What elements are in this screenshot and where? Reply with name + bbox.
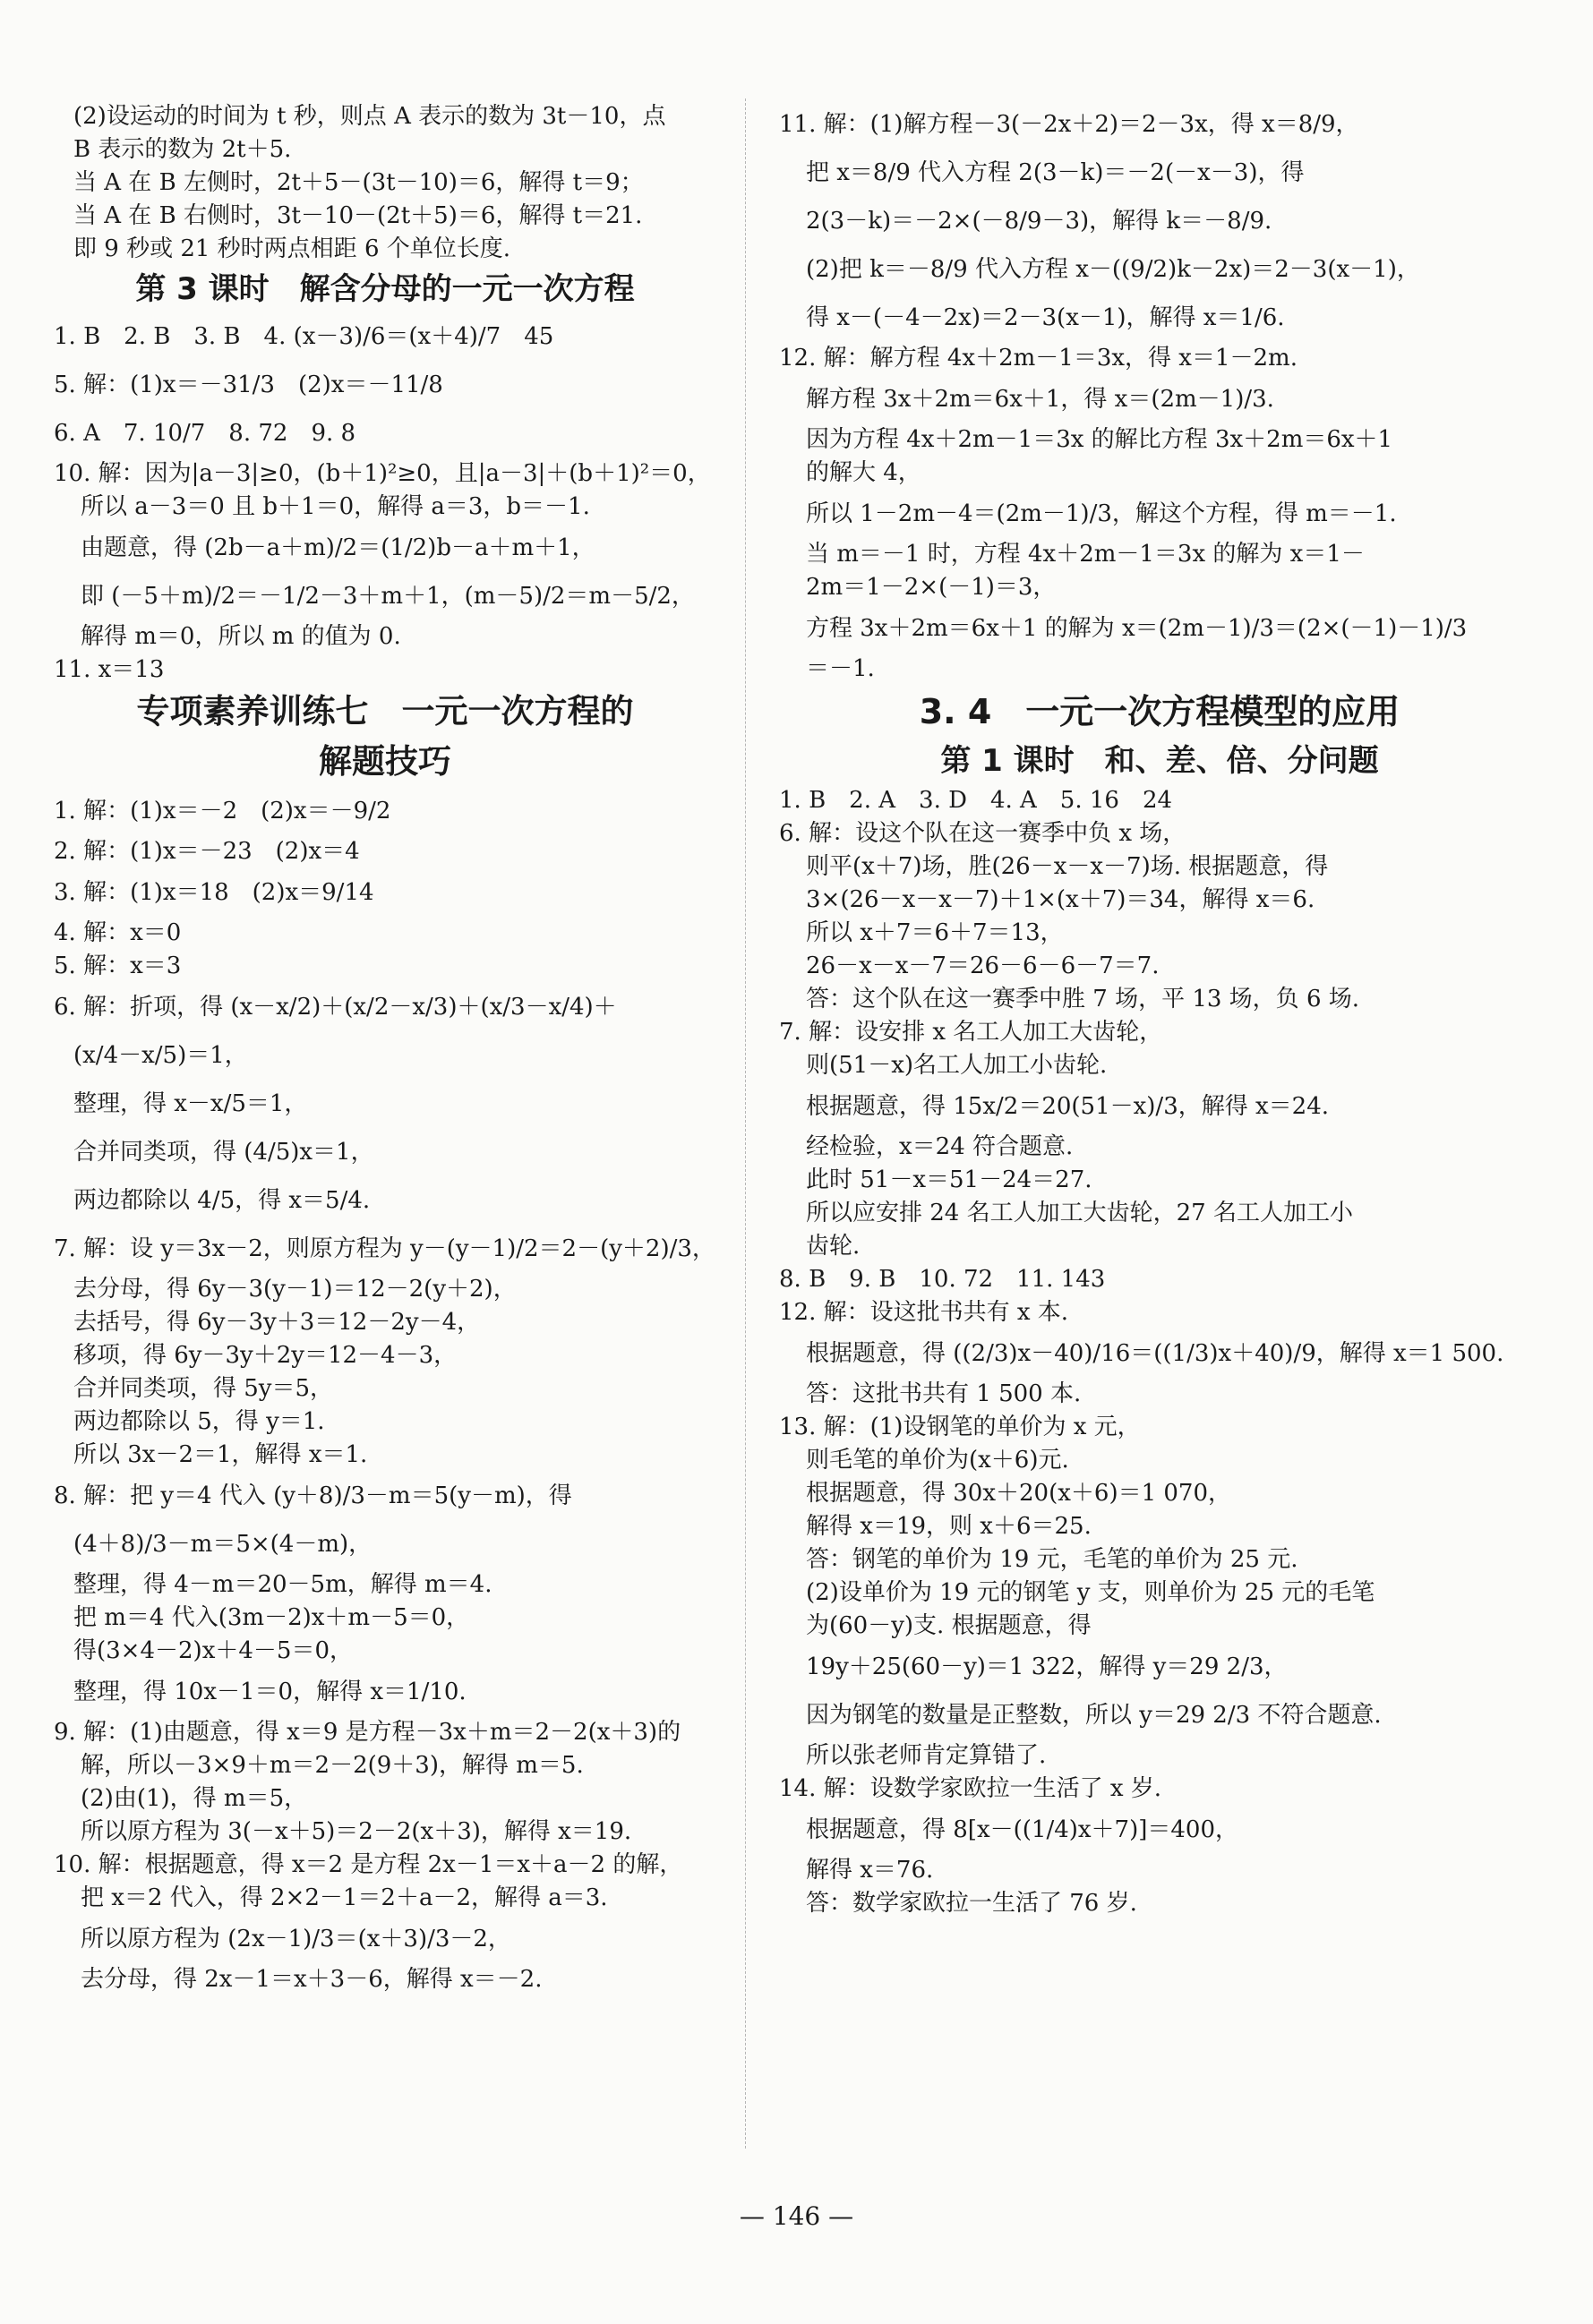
answer-line: 7. 解：设安排 x 名工人加工大齿轮， (779, 1019, 1163, 1046)
text-line: 当 A 在 B 左侧时，2t＋5－(3t－10)＝6，解得 t＝9； (73, 169, 644, 196)
answer-line: 4. 解：x＝0 (54, 919, 182, 946)
text-line: 整理，得 x－x/5＝1， (73, 1090, 308, 1117)
text-line: 所以 x＋7＝6＋7＝13， (806, 919, 1064, 946)
left-column (54, 100, 716, 1996)
text-line: 得 x－(－4－2x)＝2－3(x－1)，解得 x＝1/6. (806, 304, 1285, 331)
text-line: 齿轮. (806, 1233, 861, 1260)
text-line: 当 m＝－1 时，方程 4x＋2m－1＝3x 的解为 x＝1－ (806, 541, 1365, 568)
text-line: 所以张老师肯定算错了. (806, 1742, 1047, 1769)
text-line: 移项，得 6y－3y＋2y＝12－4－3， (73, 1342, 458, 1369)
answer-line: 6. 解：折项，得 (x－x/2)＋(x/2－x/3)＋(x/3－x/4)＋ (54, 994, 617, 1021)
text-line: 合并同类项，得 5y＝5， (73, 1375, 334, 1402)
text-line: 解得 m＝0，所以 m 的值为 0. (81, 623, 401, 650)
text-line: 则毛笔的单价为(x＋6)元. (806, 1447, 1069, 1474)
text-line: (2)设单价为 19 元的钢笔 y 支，则单价为 25 元的毛笔 (806, 1579, 1375, 1606)
text-line: 把 m＝4 代入(3m－2)x＋m－5＝0， (73, 1604, 470, 1631)
answer-line: 1. B 2. A 3. D 4. A 5. 16 24 (779, 787, 1173, 814)
text-line: 因为方程 4x＋2m－1＝3x 的解比方程 3x＋2m＝6x＋1 (806, 426, 1393, 453)
text-line: 根据题意，得 8[x－((1/4)x＋7)]＝400， (806, 1816, 1239, 1843)
section-heading: 3. 4 一元一次方程模型的应用 (919, 692, 1400, 731)
answer-line: 11. 解：(1)解方程－3(－2x＋2)＝2－3x，得 x＝8/9， (779, 111, 1359, 138)
text-line: 所以应安排 24 名工人加工大齿轮，27 名工人加工小 (806, 1200, 1353, 1226)
text-line: 解方程 3x＋2m＝6x＋1，得 x＝(2m－1)/3. (806, 386, 1274, 413)
text-line: 2m＝1－2×(－1)＝3， (806, 574, 1057, 601)
answer-line: 14. 解：设数学家欧拉一生活了 x 岁. (779, 1775, 1162, 1802)
section-heading: 解题技巧 (319, 742, 451, 781)
answer-line: 6. 解：设这个队在这一赛季中负 x 场， (779, 820, 1186, 847)
answer-line: 5. 解：(1)x＝－31/3 (2)x＝－11/8 (54, 372, 443, 398)
text-line: 答：这批书共有 1 500 本. (806, 1380, 1082, 1407)
text-line: 答：这个队在这一赛季中胜 7 场，平 13 场，负 6 场. (806, 986, 1360, 1012)
answer-line: 10. 解：因为|a－3|≥0，(b＋1)²≥0，且|a－3|＋(b＋1)²＝0， (54, 460, 711, 487)
text-line: (2)把 k＝－8/9 代入方程 x－((9/2)k－2x)＝2－3(x－1)， (806, 256, 1420, 283)
text-line: 两边都除以 5，得 y＝1. (73, 1408, 325, 1435)
text-line: 答：数学家欧拉一生活了 76 岁. (806, 1890, 1137, 1917)
subsection-heading: 第 1 课时 和、差、倍、分问题 (940, 743, 1379, 779)
section-heading: 第 3 课时 解含分母的一元一次方程 (135, 271, 635, 307)
text-line: (4＋8)/3－m＝5×(4－m)， (73, 1531, 373, 1558)
text-line: (2)由(1)，得 m＝5， (81, 1785, 308, 1812)
text-line: 解，所以－3×9＋m＝2－2(9＋3)，解得 m＝5. (81, 1752, 584, 1779)
text-line: 两边都除以 4/5，得 x＝5/4. (73, 1187, 371, 1214)
answer-line: 12. 解：解方程 4x＋2m－1＝3x，得 x＝1－2m. (779, 345, 1298, 372)
text-line: 解得 x＝76. (806, 1857, 934, 1884)
text-line: 合并同类项，得 (4/5)x＝1， (73, 1139, 374, 1166)
answer-line: 1. B 2. B 3. B 4. (x－3)/6＝(x＋4)/7 45 (54, 323, 554, 350)
text-line: 所以 a－3＝0 且 b＋1＝0，解得 a＝3，b＝－1. (81, 493, 590, 520)
text-line: 整理，得 4－m＝20－5m，解得 m＝4. (73, 1571, 492, 1598)
page-number: — 146 — (739, 2201, 854, 2231)
text-line: 所以 1－2m－4＝(2m－1)/3，解这个方程，得 m＝－1. (806, 500, 1397, 527)
answer-line: 1. 解：(1)x＝－2 (2)x＝－9/2 (54, 798, 391, 825)
text-line: 根据题意，得 30x＋20(x＋6)＝1 070， (806, 1480, 1232, 1507)
text-line: 2(3－k)＝－2×(－8/9－3)，解得 k＝－8/9. (806, 208, 1272, 235)
text-line: 去分母，得 2x－1＝x＋3－6，解得 x＝－2. (81, 1966, 543, 1993)
answer-line: 3. 解：(1)x＝18 (2)x＝9/14 (54, 879, 374, 906)
text-line: 整理，得 10x－1＝0，解得 x＝1/10. (73, 1679, 467, 1705)
text-line: 去分母，得 6y－3(y－1)＝12－2(y＋2)， (73, 1276, 517, 1303)
answer-line: 9. 解：(1)由题意，得 x＝9 是方程－3x＋m＝2－2(x＋3)的 (54, 1719, 681, 1746)
text-line: 把 x＝2 代入，得 2×2－1＝2＋a－2，解得 a＝3. (81, 1884, 608, 1911)
text-line: 经检验，x＝24 符合题意. (806, 1133, 1074, 1160)
text-line: 根据题意，得 15x/2＝20(51－x)/3，解得 x＝24. (806, 1093, 1330, 1120)
text-line: 所以 3x－2＝1，解得 x＝1. (73, 1441, 368, 1468)
answer-line: 11. x＝13 (54, 656, 165, 683)
text-line: 根据题意，得 ((2/3)x－40)/16＝((1/3)x＋40)/9，解得 x＝1 500. (806, 1340, 1504, 1367)
text-line: 所以原方程为 3(－x＋5)＝2－2(x＋3)，解得 x＝19. (81, 1818, 632, 1845)
text-line: 解得 x＝19，则 x＋6＝25. (806, 1513, 1092, 1540)
text-line: 把 x＝8/9 代入方程 2(3－k)＝－2(－x－3)，得 (806, 159, 1305, 186)
text-line: 26－x－x－7＝26－6－6－7＝7. (806, 953, 1160, 979)
text-line: 此时 51－x＝51－24＝27. (806, 1166, 1092, 1193)
answer-line: 7. 解：设 y＝3x－2，则原方程为 y－(y－1)/2＝2－(y＋2)/3， (54, 1235, 715, 1262)
answer-line: 10. 解：根据题意，得 x＝2 是方程 2x－1＝x＋a－2 的解， (54, 1851, 683, 1878)
text-line: 答：钢笔的单价为 19 元，毛笔的单价为 25 元. (806, 1546, 1298, 1573)
text-line: 为(60－y)支. 根据题意，得 (806, 1612, 1092, 1639)
text-line: 因为钢笔的数量是正整数，所以 y＝29 2/3 不符合题意. (806, 1702, 1382, 1729)
text-line: 即 (－5＋m)/2＝－1/2－3＋m＋1，(m－5)/2＝m－5/2， (81, 583, 695, 610)
text-line: (x/4－x/5)＝1， (73, 1042, 248, 1069)
right-column (779, 100, 1540, 1920)
text-line: 则平(x＋7)场，胜(26－x－x－7)场. 根据题意，得 (806, 853, 1329, 880)
text-line: 19y＋25(60－y)＝1 322，解得 y＝29 2/3， (806, 1653, 1288, 1680)
answer-line: 2. 解：(1)x＝－23 (2)x＝4 (54, 838, 360, 865)
text-line: 的解大 4， (806, 459, 921, 486)
text-line: 所以原方程为 (2x－1)/3＝(x＋3)/3－2， (81, 1926, 511, 1952)
text-line: (2)设运动的时间为 t 秒，则点 A 表示的数为 3t－10，点 (73, 103, 666, 130)
text-line: ＝－1. (806, 655, 875, 682)
text-line: 去括号，得 6y－3y＋3＝12－2y－4， (73, 1309, 481, 1336)
text-line: 则(51－x)名工人加工小齿轮. (806, 1052, 1108, 1079)
section-heading: 专项素养训练七 一元一次方程的 (136, 692, 634, 731)
text-line: 得(3×4－2)x＋4－5＝0， (73, 1637, 353, 1664)
text-line: 即 9 秒或 21 秒时两点相距 6 个单位长度. (73, 235, 511, 262)
column-divider (745, 98, 746, 2149)
answer-line: 12. 解：设这批书共有 x 本. (779, 1299, 1069, 1326)
answer-line: 8. B 9. B 10. 72 11. 143 (779, 1266, 1106, 1293)
text-line: B 表示的数为 2t＋5. (73, 136, 292, 163)
text-line: 方程 3x＋2m＝6x＋1 的解为 x＝(2m－1)/3＝(2×(－1)－1)/3 (806, 615, 1468, 642)
answer-line: 6. A 7. 10/7 8. 72 9. 8 (54, 420, 356, 447)
answer-line: 5. 解：x＝3 (54, 953, 182, 979)
answer-line: 13. 解：(1)设钢笔的单价为 x 元， (779, 1414, 1141, 1440)
text-line: 由题意，得 (2b－a＋m)/2＝(1/2)b－a＋m＋1， (81, 534, 595, 561)
answer-line: 8. 解：把 y＝4 代入 (y＋8)/3－m＝5(y－m)，得 (54, 1482, 572, 1509)
text-line: 3×(26－x－x－7)＋1×(x＋7)＝34，解得 x＝6. (806, 886, 1315, 913)
text-line: 当 A 在 B 右侧时，3t－10－(2t＋5)＝6，解得 t＝21. (73, 202, 643, 229)
